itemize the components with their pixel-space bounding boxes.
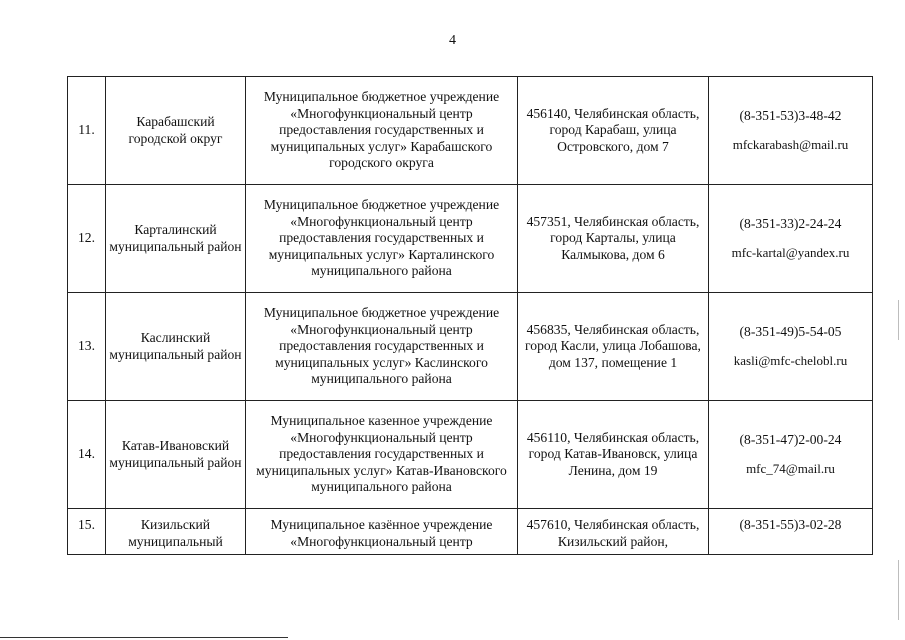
row-number: 15.	[68, 509, 106, 555]
contacts-cell	[709, 185, 873, 293]
organization-name	[246, 509, 518, 555]
municipality-name	[106, 77, 246, 185]
contacts-cell	[709, 77, 873, 185]
phone-number: (8-351-49)5-54-05	[739, 324, 842, 339]
contacts-cell	[709, 401, 873, 509]
organization-name-text: Муниципальное бюджетное учреждение «Многофункциональный центр предоставления государственных и муниципальных услуг» Карабашского городского округа	[263, 89, 500, 171]
email-address: kasli@mfc-chelobl.ru	[733, 352, 848, 368]
row-number: 12.	[68, 185, 106, 293]
municipality-name-text: Каслинский муниципальный район	[109, 330, 242, 362]
mfc-registry-table	[67, 76, 873, 555]
municipality-name-text: Кизильский муниципальный	[128, 517, 223, 549]
scan-edge-mark	[898, 560, 899, 620]
row-number: 11.	[68, 77, 106, 185]
row-number: 13.	[68, 293, 106, 401]
footer-rule	[0, 637, 288, 638]
scan-edge-mark	[898, 300, 899, 340]
table-row	[68, 77, 873, 185]
municipality-name	[106, 293, 246, 401]
phone-number: (8-351-33)2-24-24	[739, 216, 842, 231]
phone-number: (8-351-47)2-00-24	[739, 432, 842, 447]
municipality-name	[106, 401, 246, 509]
municipality-name-text: Карталинский муниципальный район	[109, 222, 242, 254]
row-number: 14.	[68, 401, 106, 509]
phone-number: (8-351-53)3-48-42	[739, 108, 842, 123]
postal-address-text: 456110, Челябинская область, город Катав-Ивановск, улица Ленина, дом 19	[526, 429, 700, 478]
email-address: mfc_74@mail.ru	[746, 460, 835, 476]
organization-name-text: Муниципальное бюджетное учреждение «Многофункциональный центр предоставления государственных и муниципальных услуг» Каслинского муниципального района	[263, 305, 500, 387]
table-row	[68, 185, 873, 293]
postal-address-text: 456835, Челябинская область, город Касли, улица Лобашова, дом 137, помещение 1	[525, 321, 701, 370]
postal-address	[518, 401, 709, 509]
postal-address	[518, 293, 709, 401]
organization-name-text: Муниципальное бюджетное учреждение «Многофункциональный центр предоставления государственных и муниципальных услуг» Карталинского муниципального района	[263, 197, 500, 279]
municipality-name	[106, 185, 246, 293]
postal-address-text: 457351, Челябинская область, город Карталы, улица Калмыкова, дом 6	[526, 213, 700, 262]
email-address: mfc-kartal@yandex.ru	[731, 244, 850, 260]
organization-name-text: Муниципальное казенное учреждение «Многофункциональный центр предоставления государственных и муниципальных услуг» Катав-Ивановского муниципального района	[256, 413, 507, 495]
organization-name	[246, 77, 518, 185]
table-row	[68, 401, 873, 509]
postal-address-text: 456140, Челябинская область, город Карабаш, улица Островского, дом 7	[526, 105, 700, 154]
phone-number: (8-351-55)3-02-28	[739, 517, 842, 532]
postal-address	[518, 77, 709, 185]
contacts-cell	[709, 293, 873, 401]
postal-address	[518, 185, 709, 293]
organization-name-text: Муниципальное казённое учреждение «Многофункциональный центр	[270, 517, 493, 549]
email-address: mfckarabash@mail.ru	[732, 136, 849, 152]
organization-name	[246, 293, 518, 401]
postal-address	[518, 509, 709, 555]
municipality-name-text: Карабашский городской округ	[128, 114, 223, 146]
organization-name	[246, 185, 518, 293]
municipality-name	[106, 509, 246, 555]
contacts-cell	[709, 509, 873, 555]
postal-address-text: 457610, Челябинская область, Кизильский район,	[526, 517, 700, 549]
municipality-name-text: Катав-Ивановский муниципальный район	[109, 438, 242, 470]
table-row	[68, 293, 873, 401]
organization-name	[246, 401, 518, 509]
page-number: 4	[449, 33, 456, 48]
table-row	[68, 509, 873, 555]
